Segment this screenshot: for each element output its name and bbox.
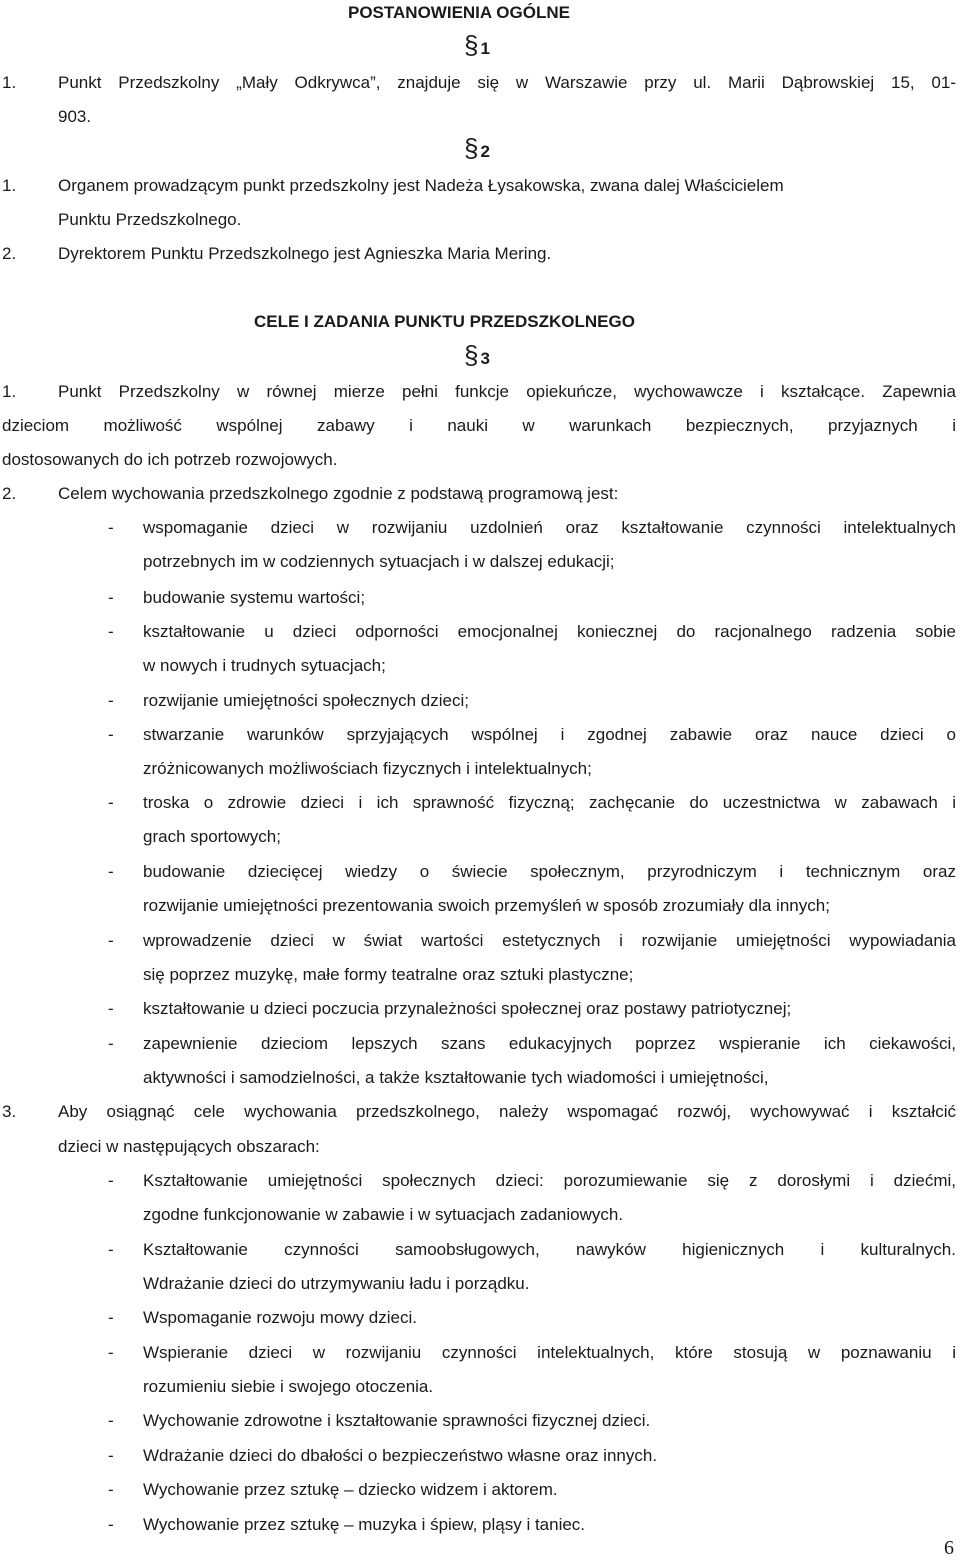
p3-number-3: 3. <box>2 1102 17 1121</box>
list-dash: - <box>108 725 114 744</box>
goal-item-cont: się poprzez muzykę, małe formy teatralne oraz sztuki plastyczne; <box>143 965 634 984</box>
area-item: Wychowanie zdrowotne i kształtowanie sprawności fizycznej dzieci. <box>143 1411 651 1430</box>
list-dash: - <box>108 1308 114 1327</box>
area-item: Kształtowanie umiejętności społecznych dzieci: porozumiewanie się z dorosłymi i dziećmi, <box>143 1171 956 1190</box>
p1-line1: Punkt Przedszkolny „Mały Odkrywca”, znajduje się w Warszawie przy ul. Marii Dąbrowskiej 15, 01- <box>58 73 956 92</box>
goal-item: budowanie dziecięcej wiedzy o świecie społecznym, przyrodniczym i technicznym oraz <box>143 862 956 881</box>
p2-line2: Punktu Przedszkolnego. <box>58 210 242 229</box>
area-item: Wychowanie przez sztukę – dziecko widzem i aktorem. <box>143 1480 558 1499</box>
list-dash: - <box>108 1171 114 1190</box>
section-2-marker <box>464 133 490 163</box>
list-dash: - <box>108 588 114 607</box>
area-item-cont: rozumieniu siebie i swojego otoczenia. <box>143 1377 434 1396</box>
p1-line2: 903. <box>58 107 92 126</box>
goal-item: rozwijanie umiejętności społecznych dzieci; <box>143 691 469 710</box>
p2-number-2: 2. <box>2 244 17 263</box>
goal-item: kształtowanie u dzieci odporności emocjonalnej koniecznej do racjonalnego radzenia sobie <box>143 622 956 641</box>
list-dash: - <box>108 1480 114 1499</box>
p3-line3: dostosowanych do ich potrzeb rozwojowych. <box>2 450 338 469</box>
area-item: Wdrażanie dzieci do dbałości o bezpieczeństwo własne oraz innych. <box>143 1446 658 1465</box>
goal-item-cont: zróżnicowanych możliwościach fizycznych i intelektualnych; <box>143 759 592 778</box>
section-sign: § <box>464 133 479 163</box>
section-number: 1 <box>480 39 490 58</box>
p3-number-1: 1. <box>2 382 17 401</box>
list-dash: - <box>108 1240 114 1259</box>
p3-line1: Punkt Przedszkolny w równej mierze pełni funkcje opiekuńcze, wychowawcze i kształcące. Zapewnia <box>58 382 956 401</box>
page-number: 6 <box>944 1537 954 1559</box>
list-dash: - <box>108 1446 114 1465</box>
area-item: Wspieranie dzieci w rozwijaniu czynności intelektualnych, które stosują w poznawaniu i <box>143 1343 956 1362</box>
p3-line4: Celem wychowania przedszkolnego zgodnie z podstawą programową jest: <box>58 484 619 503</box>
list-dash: - <box>108 691 114 710</box>
section-sign: § <box>464 340 479 370</box>
list-dash: - <box>108 862 114 881</box>
goal-item: stwarzanie warunków sprzyjających wspólnej i zgodnej zabawie oraz nauce dzieci o <box>143 725 956 744</box>
list-dash: - <box>108 518 114 537</box>
list-dash: - <box>108 1343 114 1362</box>
list-dash: - <box>108 1515 114 1534</box>
goal-item-cont: rozwijanie umiejętności prezentowania swoich przemyśleń w sposób zrozumiały dla innych; <box>143 896 830 915</box>
p3-number-2: 2. <box>2 484 17 503</box>
p2-line1: Organem prowadzącym punkt przedszkolny jest Nadeża Łysakowska, zwana dalej Właścicielem <box>58 176 784 195</box>
section-1-marker <box>464 30 490 60</box>
list-dash: - <box>108 1034 114 1053</box>
goal-item-cont: potrzebnych im w codziennych sytuacjach i w dalszej edukacji; <box>143 552 615 571</box>
area-item: Wspomaganie rozwoju mowy dzieci. <box>143 1308 417 1327</box>
goal-item: kształtowanie u dzieci poczucia przynależności społecznej oraz postawy patriotycznej; <box>143 999 792 1018</box>
section-number: 2 <box>480 142 490 161</box>
p3-line2: dzieciom możliwość wspólnej zabawy i nauki w warunkach bezpiecznych, przyjaznych i <box>2 416 956 435</box>
list-dash: - <box>108 622 114 641</box>
heading-general: POSTANOWIENIA OGÓLNE <box>348 3 570 22</box>
goal-item-cont: grach sportowych; <box>143 827 281 846</box>
p3-line5: Aby osiągnąć cele wychowania przedszkolnego, należy wspomagać rozwój, wychowywać i kształcić <box>58 1102 956 1121</box>
section-number: 3 <box>480 349 490 368</box>
p2-line3: Dyrektorem Punktu Przedszkolnego jest Agnieszka Maria Mering. <box>58 244 552 263</box>
p3-line6: dzieci w następujących obszarach: <box>58 1137 320 1156</box>
p2-number-1: 1. <box>2 176 17 195</box>
area-item-cont: zgodne funkcjonowanie w zabawie i w sytuacjach zadaniowych. <box>143 1205 624 1224</box>
goal-item: wprowadzenie dzieci w świat wartości estetycznych i rozwijanie umiejętności wypowiadania <box>143 931 956 950</box>
list-dash: - <box>108 793 114 812</box>
section-3-marker <box>464 340 490 370</box>
goal-item-cont: aktywności i samodzielności, a także kształtowanie tych wiadomości i umiejętności, <box>143 1068 769 1087</box>
list-dash: - <box>108 999 114 1018</box>
list-dash: - <box>108 1411 114 1430</box>
list-dash: - <box>108 931 114 950</box>
goal-item: zapewnienie dzieciom lepszych szans edukacyjnych poprzez wspieranie ich ciekawości, <box>143 1034 956 1053</box>
goal-item: wspomaganie dzieci w rozwijaniu uzdolnień oraz kształtowanie czynności intelektualnych <box>143 518 956 537</box>
goal-item: budowanie systemu wartości; <box>143 588 366 607</box>
goal-item: troska o zdrowie dzieci i ich sprawność fizyczną; zachęcanie do uczestnictwa w zabawach i <box>143 793 956 812</box>
section-sign: § <box>464 30 479 60</box>
area-item: Kształtowanie czynności samoobsługowych, nawyków higienicznych i kulturalnych. <box>143 1240 956 1259</box>
area-item-cont: Wdrażanie dzieci do utrzymywaniu ładu i porządku. <box>143 1274 530 1293</box>
p1-number: 1. <box>2 73 17 92</box>
heading-goals: CELE I ZADANIA PUNKTU PRZEDSZKOLNEGO <box>254 312 635 331</box>
goal-item-cont: w nowych i trudnych sytuacjach; <box>143 656 386 675</box>
area-item: Wychowanie przez sztukę – muzyka i śpiew, pląsy i taniec. <box>143 1515 586 1534</box>
